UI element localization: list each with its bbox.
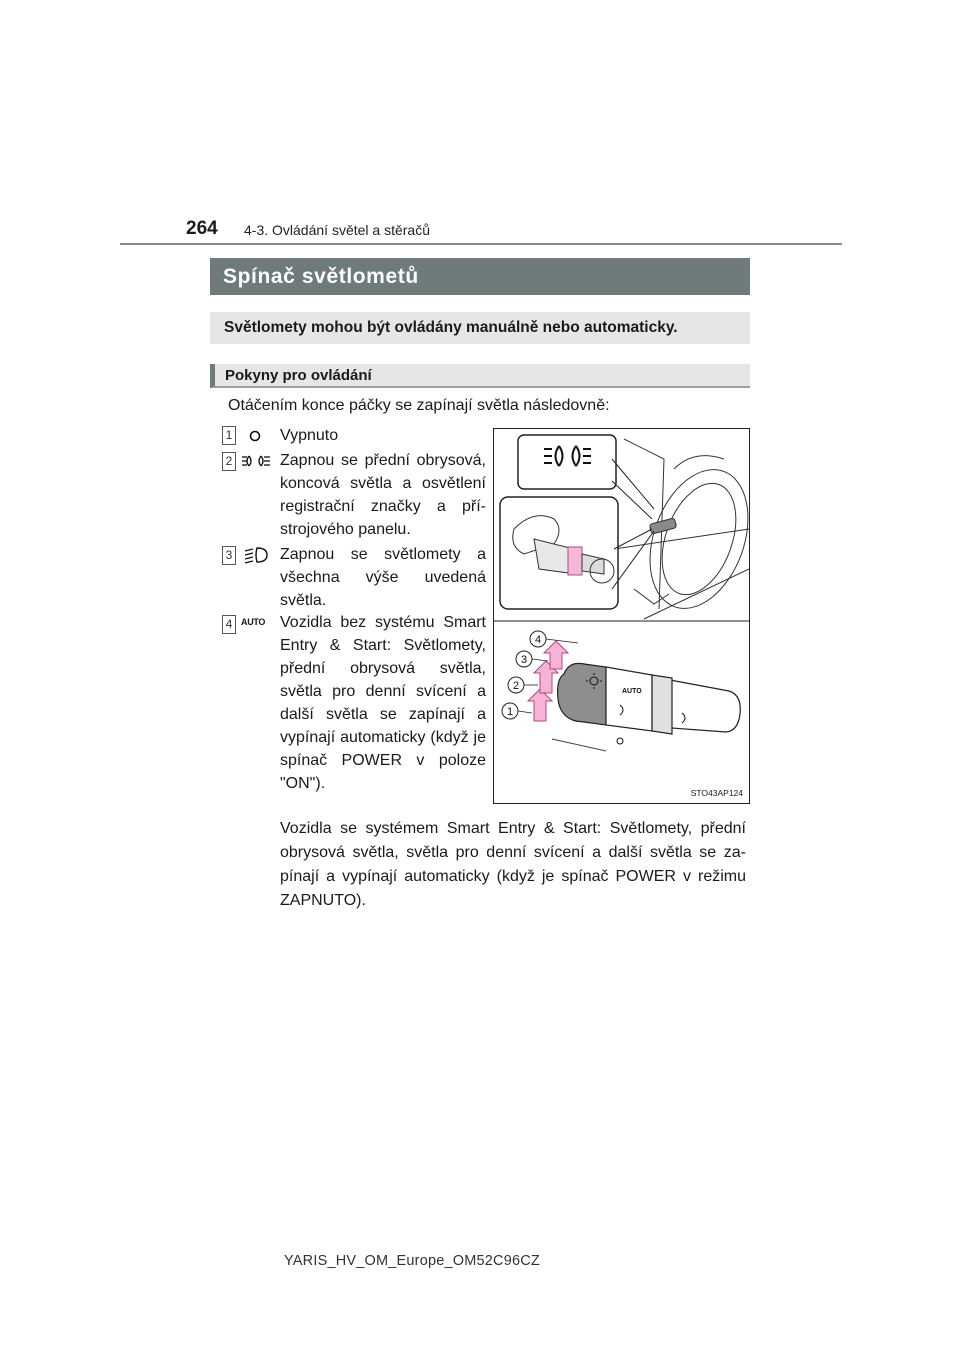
footer-document-id: YARIS_HV_OM_Europe_OM52C96CZ [284, 1253, 540, 1269]
header-divider [120, 243, 842, 245]
figure-code: STO43AP124 [690, 788, 743, 798]
item-text-2: Zapnou se přední obrysová, koncová světla a osvětlení registrační značky a přístrojového panelu. [280, 452, 486, 538]
item-number-2: 2 [222, 452, 236, 471]
item-text-1: Vypnuto [280, 427, 339, 444]
intro-box: Světlomety mohou být ovládány manuálně nebo automaticky. [210, 312, 750, 344]
section-heading: Pokyny pro ovládání [210, 364, 750, 388]
side-light-icon [241, 453, 271, 469]
header-section-title: 4-3. Ovládání světel a stěračů [244, 222, 430, 238]
lead-text: Otáčením konce páčky se zapínají světla následovně: [228, 397, 610, 414]
figure-auto-label: AUTO [622, 688, 642, 695]
item-text-3: Zapnou se světlomety a všechna výše uvedená světla. [280, 546, 486, 609]
footnote-text: Vozidla se systémem Smart Entry & Start: Světlomety, přední obrysová světla, světla pro denní svícení a další světla se zapínají a vypínají automaticky (když je spínač POWER v režimu ZAPNUTO). [280, 820, 746, 909]
off-circle-icon [248, 429, 262, 443]
item-number-3: 3 [222, 546, 236, 565]
page-title: Spínač světlometů [210, 258, 750, 295]
auto-symbol: AUTO [241, 617, 266, 627]
headlight-icon [244, 546, 268, 564]
item-number-1: 1 [222, 426, 236, 445]
figure-callout-2: 2 [512, 680, 520, 692]
item-text-4: Vozidla bez systému Smart Entry & Start: Světlomety, přední obrysová světla, světla pro denní svícení a další světla se zapínají a vypínají automaticky (když je spínač POWER v poloze "ON"). [280, 614, 486, 792]
figure-callout-3: 3 [520, 654, 528, 666]
figure-callout-1: 1 [506, 706, 514, 718]
item-number-4: 4 [222, 615, 236, 634]
figure-callout-4: 4 [534, 634, 542, 646]
headlight-switch-illustration [493, 428, 750, 804]
page-number: 264 [186, 218, 218, 239]
illustration-drawing [494, 429, 749, 803]
